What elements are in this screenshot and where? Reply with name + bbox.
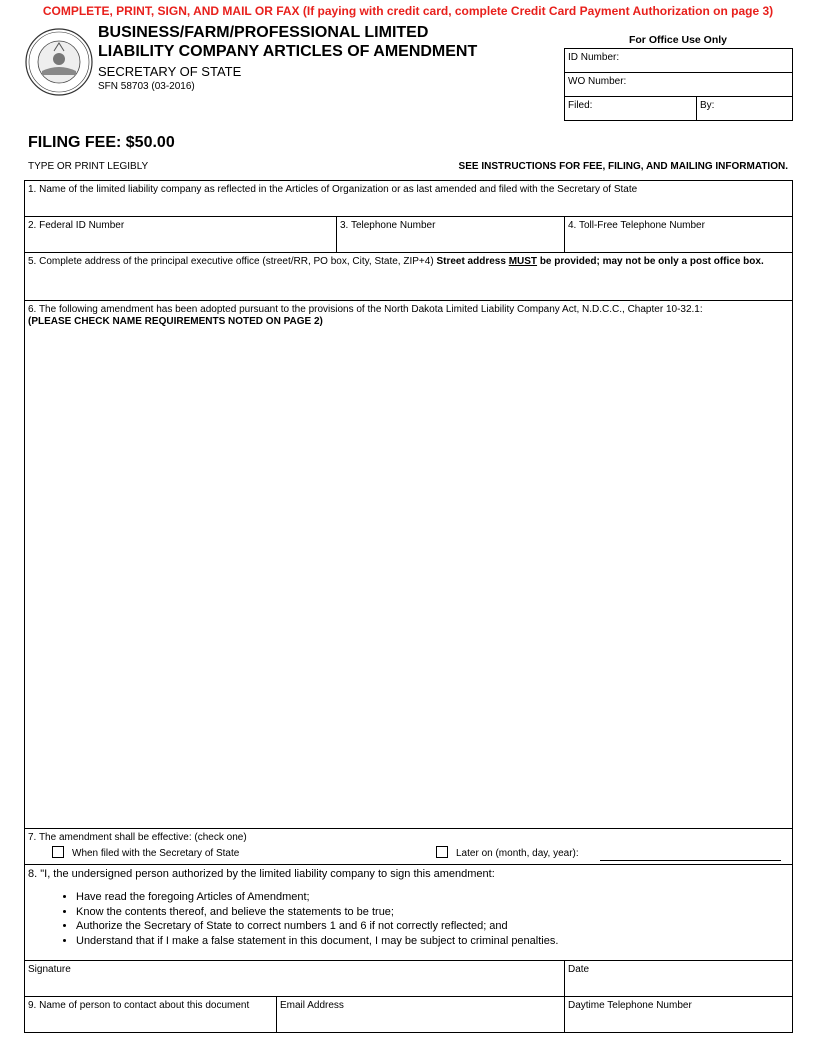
instruction-banner: COMPLETE, PRINT, SIGN, AND MAIL OR FAX (If paying with credit card, complete Credit Card Payment Authorization on page 3) xyxy=(42,4,774,18)
checkbox[interactable] xyxy=(52,846,64,858)
toll-free-field[interactable] xyxy=(564,216,793,253)
form-title-line1: BUSINESS/FARM/PROFESSIONAL LIMITED xyxy=(98,24,429,41)
field-label: 9. Name of person to contact about this document xyxy=(28,1000,250,1011)
filed-label: Filed: xyxy=(568,100,593,111)
list-item: • Have read the foregoing Articles of Amendment; xyxy=(76,890,789,905)
id-number-label: ID Number: xyxy=(568,52,620,63)
option-label: When filed with the Secretary of State xyxy=(72,848,240,859)
option-label: Later on (month, day, year): xyxy=(456,848,579,859)
agency-name: SECRETARY OF STATE xyxy=(98,64,242,79)
office-use-title: For Office Use Only xyxy=(628,34,728,46)
filing-fee: FILING FEE: $50.00 xyxy=(28,134,175,151)
form-number: SFN 58703 (03-2016) xyxy=(98,81,195,92)
wo-number-label: WO Number: xyxy=(568,76,627,87)
list-item: • Authorize the Secretary of State to correct numbers 1 and 6 if not correctly reflected; and xyxy=(76,919,789,934)
option-when-filed[interactable] xyxy=(52,846,239,860)
name-requirements-note: (PLEASE CHECK NAME REQUIREMENTS NOTED ON PAGE 2) xyxy=(28,316,323,327)
contact-name-field[interactable] xyxy=(24,996,277,1033)
field-label-bold: Street address xyxy=(436,256,509,267)
by-label: By: xyxy=(700,100,715,111)
list-item: • Understand that if I make a false statement in this document, I may be subject to criminal penalties. xyxy=(76,934,789,949)
option-later-on[interactable] xyxy=(436,846,579,860)
amendment-field[interactable] xyxy=(24,300,793,829)
attestation-section xyxy=(24,864,793,961)
field-label: 4. Toll-Free Telephone Number xyxy=(568,220,705,231)
attestation-list xyxy=(28,890,789,948)
field-label: 1. Name of the limited liability company as reflected in the Articles of Organization or as last amended and filed with the Secretary of State xyxy=(28,184,638,195)
must-emphasis: MUST xyxy=(508,256,538,267)
field-label: Signature xyxy=(28,964,71,975)
type-print-note: TYPE OR PRINT LEGIBLY xyxy=(28,161,149,172)
email-field[interactable] xyxy=(276,996,565,1033)
field-label: 6. The following amendment has been adopted pursuant to the provisions of the North Dakota Limited Liability Company Act, N.D.C.C., Chapter 10-32.1: xyxy=(28,304,703,315)
telephone-field[interactable] xyxy=(336,216,565,253)
state-seal-logo xyxy=(24,27,94,97)
date-field[interactable] xyxy=(564,960,793,997)
field-label: 5. Complete address of the principal executive office (street/RR, PO box, City, State, ZIP+4) xyxy=(28,256,437,267)
field-label: 2. Federal ID Number xyxy=(28,220,125,231)
field-label: Date xyxy=(568,964,590,975)
field-label: Email Address xyxy=(280,1000,344,1011)
attestation-statement: 8. "I, the undersigned person authorized by the limited liability company to sign this amendment: xyxy=(28,868,495,880)
llc-name-field[interactable] xyxy=(24,180,793,217)
effective-date-section xyxy=(24,828,793,865)
field-label: 3. Telephone Number xyxy=(340,220,436,231)
see-instructions-note: SEE INSTRUCTIONS FOR FEE, FILING, AND MAILING INFORMATION. xyxy=(458,161,788,172)
signature-field[interactable] xyxy=(24,960,565,997)
field-label: Daytime Telephone Number xyxy=(568,1000,692,1011)
daytime-phone-field[interactable] xyxy=(564,996,793,1033)
federal-id-field[interactable] xyxy=(24,216,337,253)
later-date-input[interactable] xyxy=(600,860,781,861)
address-field[interactable] xyxy=(24,252,793,301)
form-title-line2: LIABILITY COMPANY ARTICLES OF AMENDMENT xyxy=(98,43,478,60)
checkbox[interactable] xyxy=(436,846,448,858)
list-item: • Know the contents thereof, and believe the statements to be true; xyxy=(76,905,789,920)
field-label-bold: be provided; may not be only a post office box. xyxy=(537,256,764,267)
field-label: 7. The amendment shall be effective: (check one) xyxy=(28,832,247,843)
